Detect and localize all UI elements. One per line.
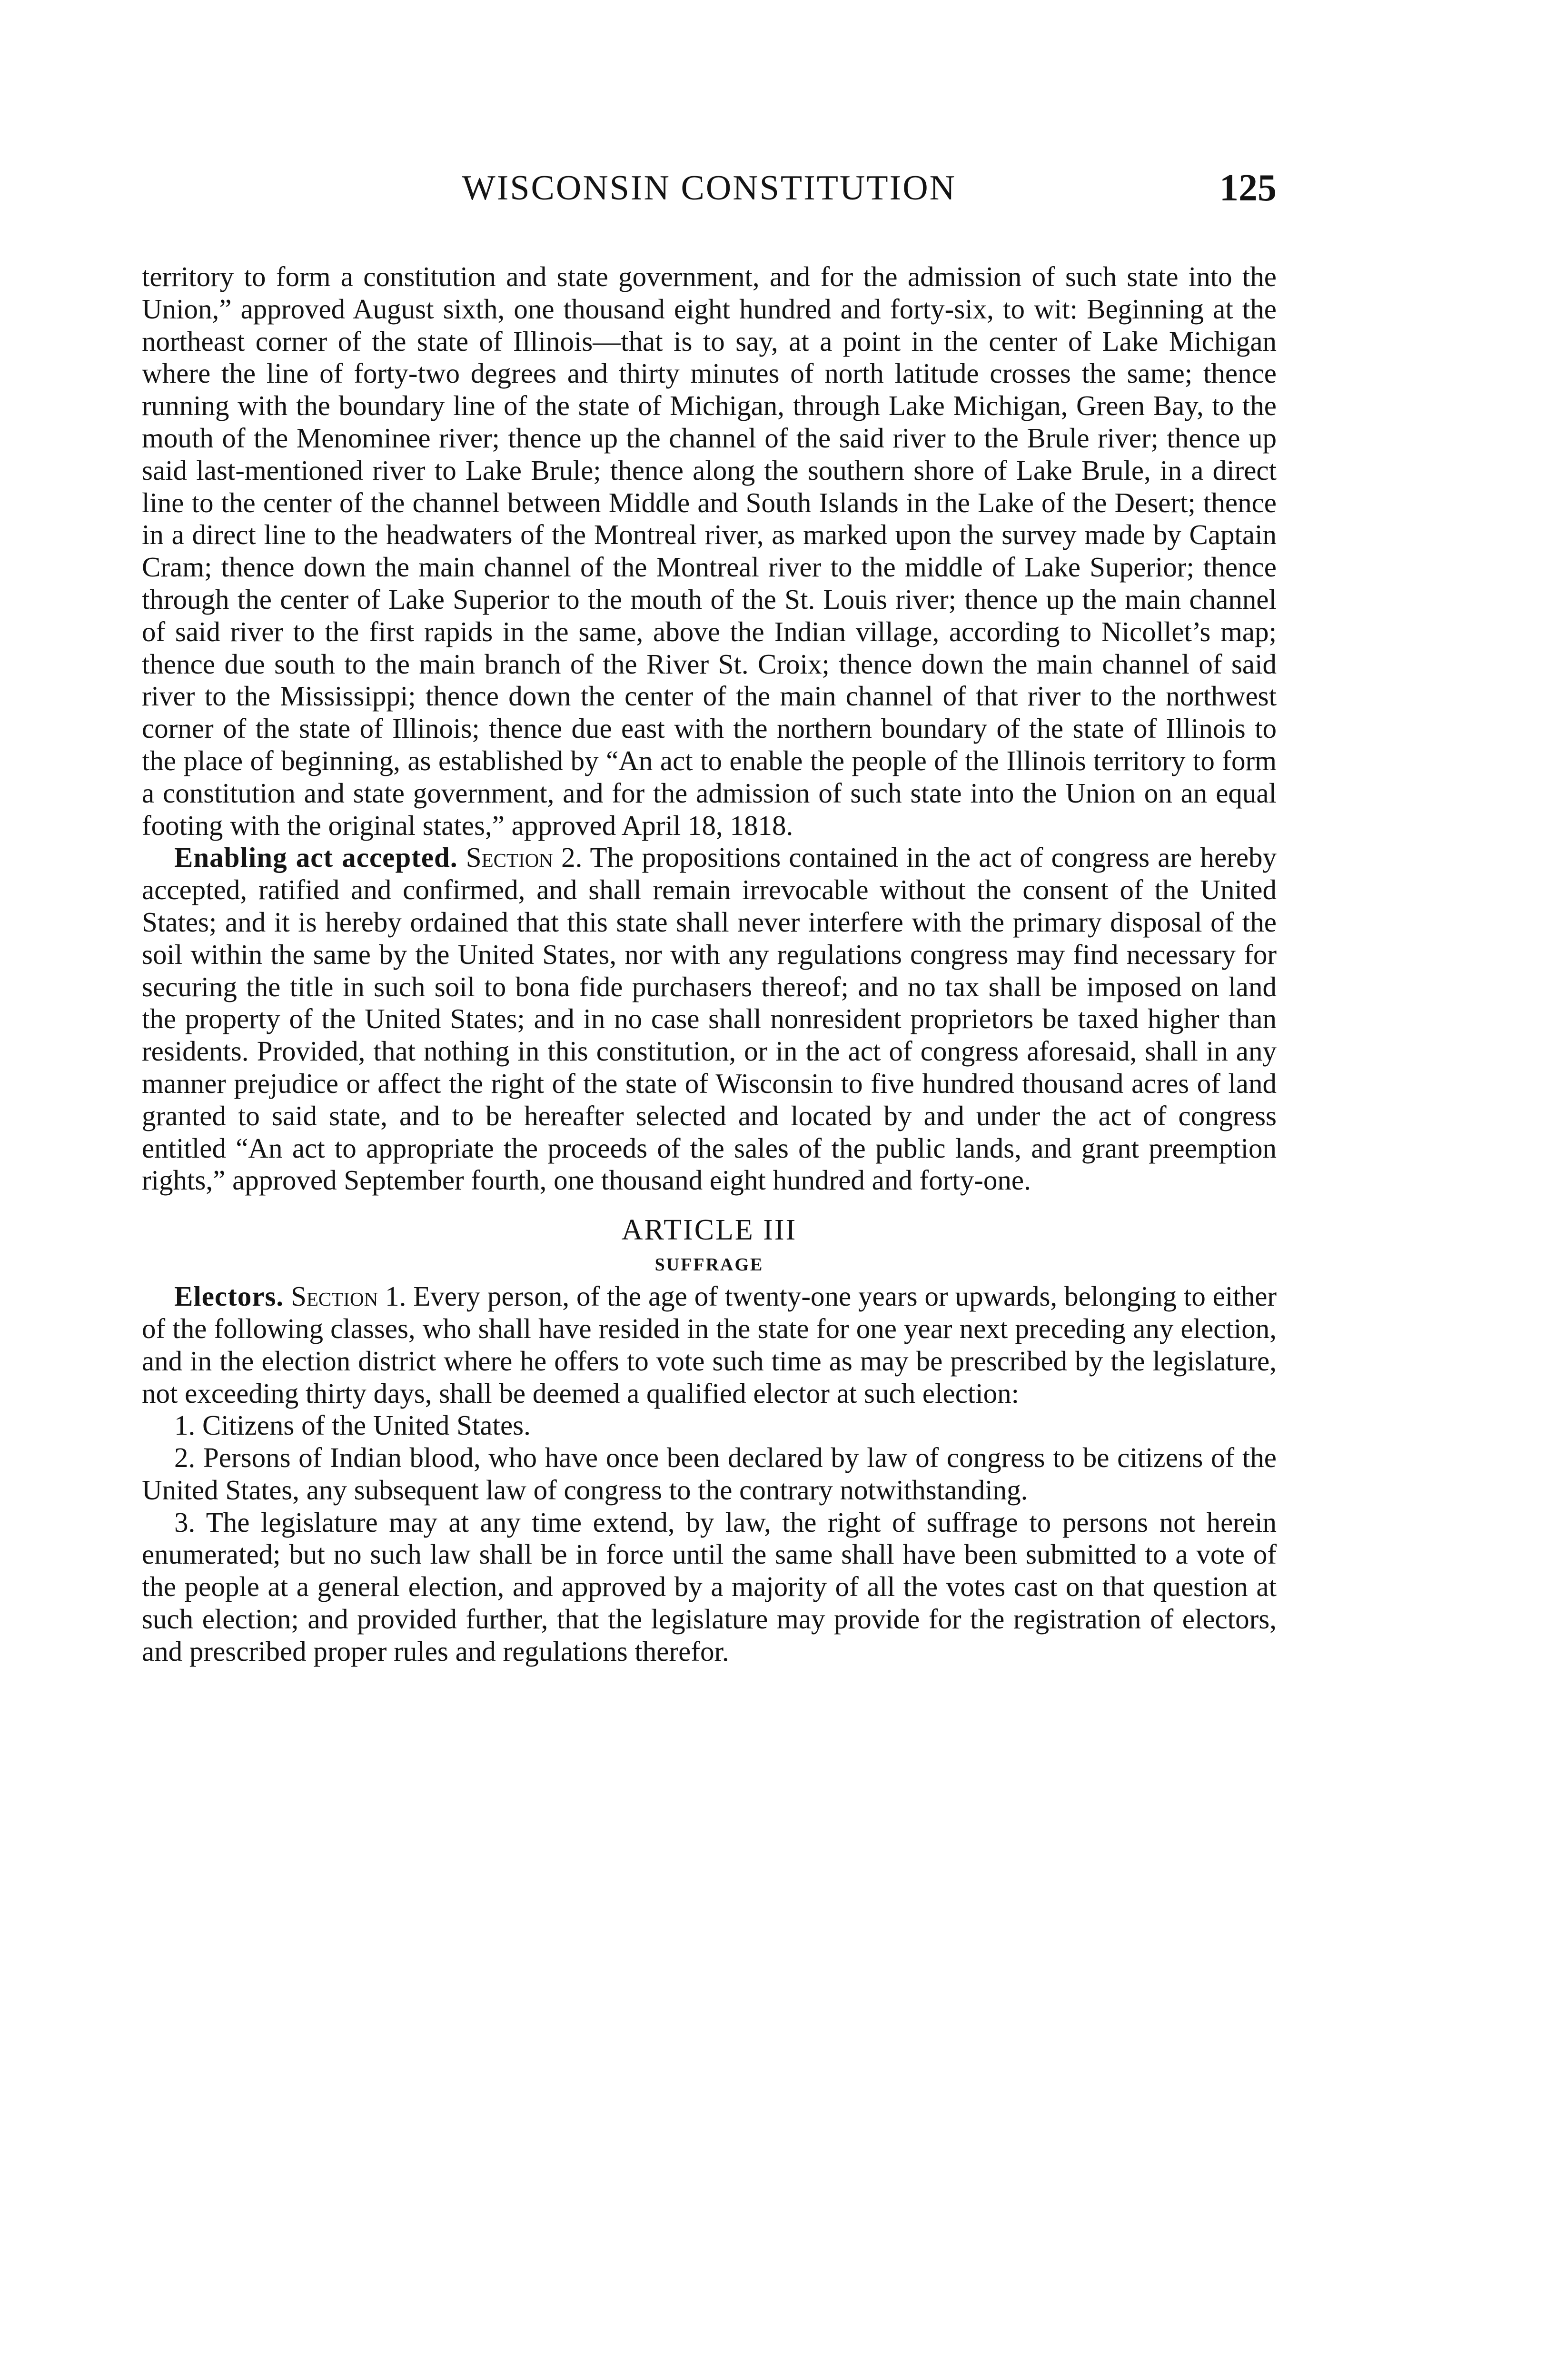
section-2-label: Section [466,842,553,873]
section-1-label: Section [291,1280,378,1312]
section-1-lead: Electors. [174,1280,284,1312]
article-heading: ARTICLE III [621,1214,797,1247]
section-1-text: Every person, of the age of twenty-one years or upwards, belonging to either of the following classes, who shall have resided in the state for one year next preceding any election, and in the election district where he offers to vote such time as may be prescribed by the legislature, not exceeding thirty days, shall be deemed a qualified elector at such election: [142,1280,1277,1409]
elector-class-1: 1. Citizens of the United States. [174,1409,531,1441]
section-1-number: 1. [385,1280,406,1312]
article-subject: SUFFRAGE [654,1255,764,1275]
boundary-paragraph: territory to form a constitution and state government, and for the admission of such state into the Union,” approved August sixth, one thousand eight hundred and forty-six, to wit: Beginning at the northeast corner of the state of Illinois—that is to say, at a point in the center of Lake Michigan where the line of forty-two degrees and thirty minutes of north latitude crosses the same; thence running with the boundary line of the state of Michigan, through Lake Michigan, Green Bay, to the mouth of the Menominee river; thence up the channel of the said river to the Brule river; thence up said last-mentioned river to Lake Brule; thence along the southern shore of Lake Brule, in a direct line to the center of the channel between Middle and South Islands in the Lake of the Desert; thence in a direct line to the headwaters of the Montreal river, as marked upon the survey made by Captain Cram; thence down the main channel of the Montreal river to the middle of Lake Superior; thence through the center of Lake Superior to the mouth of the St. Louis river; thence up the main channel of said river to the first rapids in the same, above the Indian village, according to Nicollet’s map; thence due south to the main branch of the River St. Croix; thence down the main channel of said river to the Mississippi; thence down the center of the main channel of that river to the northwest corner of the state of Illinois; thence due east with the northern boundary of the state of Illinois to the place of beginning, as established by “An act to enable the people of the Illinois territory to form a constitution and state government, and for the admission of such state into the Union on an equal footing with the original states,” approved April 18, 1818. [142,261,1277,841]
body-text [142,261,1277,1668]
page-number: 125 [1219,167,1277,209]
elector-class-3: 3. The legislature may at any time extend, by law, the right of suffrage to persons not herein enumerated; but no such law shall be in force until the same shall have been submitted to a vote of the people at a general election, and approved by a majority of all the votes cast on that question at such election; and provided further, that the legislature may provide for the registration of electors, and prescribed proper rules and regulations therefor. [142,1506,1277,1667]
running-title: WISCONSIN CONSTITUTION [462,169,957,208]
section-1-paragraph [142,1280,1277,1409]
section-2-number: 2. [561,842,583,873]
elector-class-2: 2. Persons of Indian blood, who have once been declared by law of congress to be citizens of the United States, any subsequent law of congress to the contrary notwithstanding. [142,1442,1277,1506]
section-2-lead: Enabling act accepted. [174,842,458,873]
running-header [142,167,1277,209]
section-2-paragraph [142,842,1277,1197]
section-2-text: The propositions contained in the act of congress are hereby accepted, ratified and confirmed, and shall remain irrevocable without the consent of the United States; and it is hereby ordained that this state shall never interfere with the primary disposal of the soil within the same by the United States, nor with any regulations congress may find necessary for securing the title in such soil to bona fide purchasers thereof; and no tax shall be imposed on land the property of the United States; and in no case shall nonresident proprietors be taxed higher than residents. Provided, that nothing in this constitution, or in the act of congress aforesaid, shall in any manner prejudice or affect the right of the state of Wisconsin to five hundred thousand acres of land granted to said state, and to be hereafter selected and located by and under the act of congress entitled “An act to appropriate the proceeds of the sales of the public lands, and grant preemption rights,” approved September fourth, one thousand eight hundred and forty-one. [142,842,1277,1196]
